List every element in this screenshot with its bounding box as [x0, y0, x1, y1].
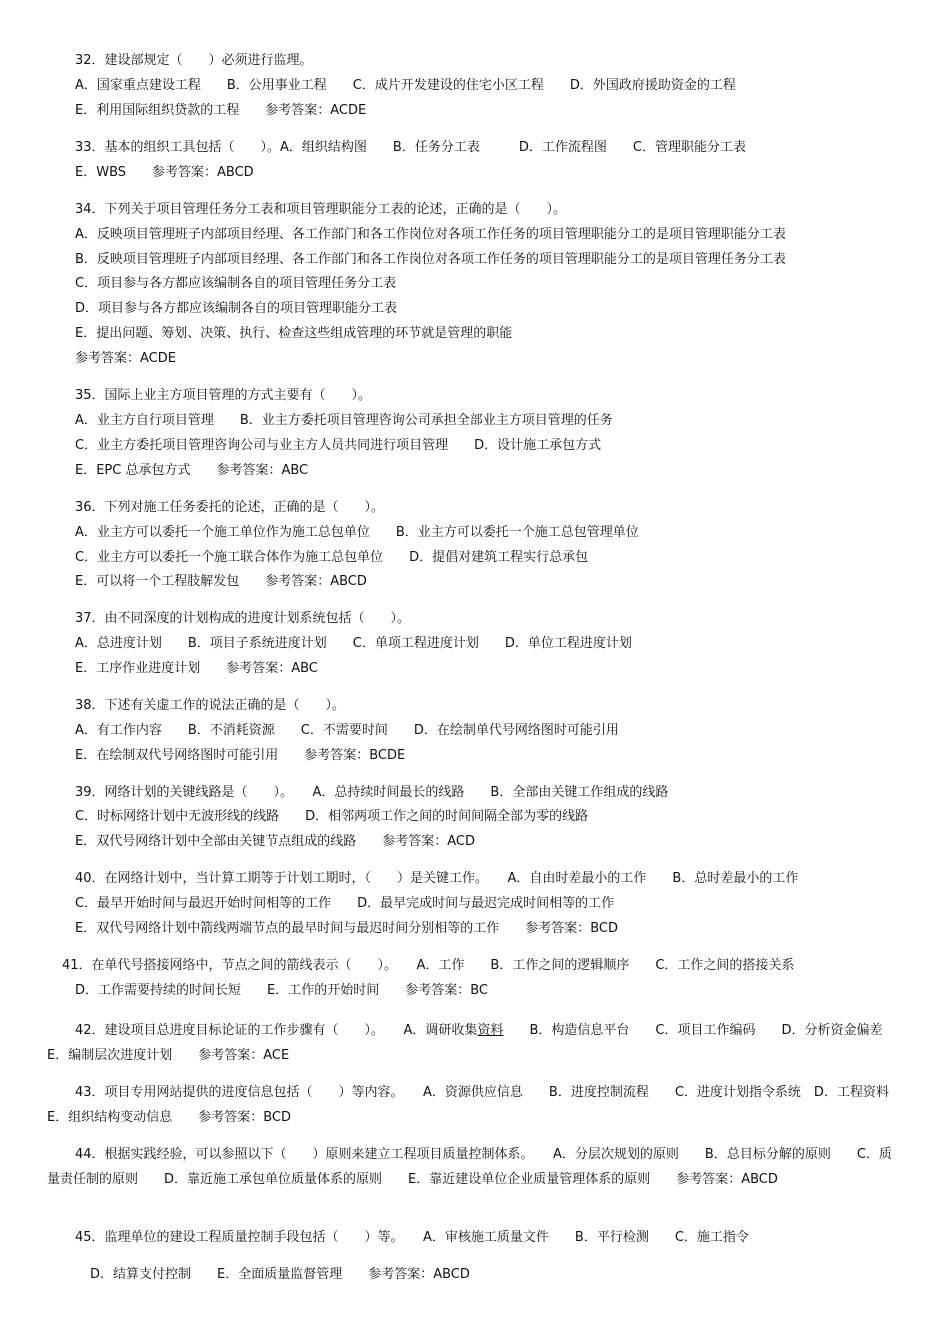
question-34-answer: 参考答案：ACDE: [75, 351, 176, 366]
question-40-options-cd: C．最早开始时间与最迟开始时间相等的工作 D．最早完成时间与最迟完成时间相等的工作: [75, 896, 615, 911]
question-41-answer: D．工作需要持续的时间长短 E．工作的开始时间 参考答案：BC: [75, 983, 488, 998]
question-35-options-ab: A．业主方自行项目管理 B．业主方委托项目管理咨询公司承担全部业主方项目管理的任务: [75, 413, 613, 428]
question-33: 33．基本的组织工具包括（ ）。A．组织结构图 B．任务分工表 D．工作流程图 C．管理职能分工表: [75, 140, 746, 155]
question-35: 35．国际上业主方项目管理的方式主要有（ ）。: [75, 388, 372, 403]
question-32-options: A．国家重点建设工程 B．公用事业工程 C．成片开发建设的住宅小区工程 D．外国政府援助资金的工程: [75, 78, 736, 93]
question-45: 45．监理单位的建设工程质量控制手段包括（ ）等。 A．审核施工质量文件 B．平行检测 C．施工指令: [75, 1230, 749, 1245]
question-37-options: A．总进度计划 B．项目子系统进度计划 C．单项工程进度计划 D．单位工程进度计划: [75, 636, 632, 651]
question-37-answer: E．工序作业进度计划 参考答案：ABC: [75, 661, 318, 676]
question-42: [47, 1018, 909, 1063]
question-42-link-word: 资料: [477, 1023, 504, 1038]
question-39-answer: E．双代号网络计划中全部由关键节点组成的线路 参考答案：ACD: [75, 834, 475, 849]
question-40: 40．在网络计划中，当计算工期等于计划工期时，（ ）是关键工作。 A．自由时差最小的工作 B．总时差最小的工作: [75, 871, 799, 886]
question-38-options: A．有工作内容 B．不消耗资源 C．不需要时间 D．在绘制单代号网络图时可能引用: [75, 723, 619, 738]
question-38: 38．下述有关虚工作的说法正确的是（ ）。: [75, 698, 346, 713]
question-42-text: 42．建设项目总进度目标论证的工作步骤有（ ）。 A．调研收集: [75, 1023, 478, 1038]
question-40-answer: E．双代号网络计划中箭线两端节点的最早时间与最迟时间分别相等的工作 参考答案：BCD: [75, 921, 618, 936]
question-32: 32．建设部规定（ ）必须进行监理。: [75, 53, 313, 68]
question-36: 36．下列对施工任务委托的论述，正确的是（ ）。: [75, 500, 385, 515]
question-42-rest: B．构造信息平台 C．项目工作编码 D．分析资金偏差 E．编制层次进度计划 参考答案：ACE: [47, 1023, 909, 1063]
question-34-option-a: A．反映项目管理班子内部项目经理、各工作部门和各工作岗位对各项工作任务的项目管理职能分工的是项目管理职能分工表: [75, 227, 786, 242]
question-36-answer: E．可以将一个工程肢解发包 参考答案：ABCD: [75, 574, 367, 589]
question-44: 44．根据实践经验，可以参照以下（ ）原则来建立工程项目质量控制体系。 A．分层次规划的原则 B．总目标分解的原则 C．质量责任制的原则 D．靠近施工承包单位质量体系的原则 E．靠近建设单位企业质量管理体系的原则 参考答案：ABCD: [47, 1147, 892, 1187]
question-34-option-b: B．反映项目管理班子内部项目经理、各工作部门和各工作岗位对各项工作任务的项目管理职能分工的是项目管理任务分工表: [75, 252, 786, 267]
question-33-answer: E．WBS 参考答案：ABCD: [75, 165, 254, 180]
question-37: 37．由不同深度的计划构成的进度计划系统包括（ ）。: [75, 611, 411, 626]
question-38-answer: E．在绘制双代号网络图时可能引用 参考答案：BCDE: [75, 748, 406, 763]
question-41: 41．在单代号搭接网络中，节点之间的箭线表示（ ）。 A．工作 B．工作之间的逻辑顺序 C．工作之间的搭接关系: [62, 958, 795, 973]
question-36-options-ab: A．业主方可以委托一个施工单位作为施工总包单位 B．业主方可以委托一个施工总包管理单位: [75, 525, 639, 540]
question-32-answer: E．利用国际组织贷款的工程 参考答案：ACDE: [75, 103, 367, 118]
question-39: 39．网络计划的关键线路是（ ）。 A．总持续时间最长的线路 B．全部由关键工作组成的线路: [75, 785, 669, 800]
question-34-option-d: D．项目参与各方都应该编制各自的项目管理职能分工表: [75, 301, 398, 316]
question-34: 34．下列关于项目管理任务分工表和项目管理职能分工表的论述，正确的是（ ）。: [75, 202, 567, 217]
question-34-option-e: E．提出问题、筹划、决策、执行、检查这些组成管理的环节就是管理的职能: [75, 326, 513, 341]
question-35-answer: E．EPC 总承包方式 参考答案：ABC: [75, 463, 309, 478]
question-36-options-cd: C．业主方可以委托一个施工联合体作为施工总包单位 D．提倡对建筑工程实行总承包: [75, 550, 589, 565]
question-39-options-cd: C．时标网络计划中无波形线的线路 D．相邻两项工作之间的时间间隔全部为零的线路: [75, 809, 589, 824]
question-34-option-c: C．项目参与各方都应该编制各自的项目管理任务分工表: [75, 276, 397, 291]
question-35-options-cd: C．业主方委托项目管理咨询公司与业主方人员共同进行项目管理 D．设计施工承包方式: [75, 438, 602, 453]
question-43: 43．项目专用网站提供的进度信息包括（ ）等内容。 A．资源供应信息 B．进度控制流程 C．进度计划指令系统 D．工程资料 E．组织结构变动信息 参考答案：BCD: [47, 1085, 915, 1125]
question-45-answer: D．结算支付控制 E．全面质量监督管理 参考答案：ABCD: [90, 1267, 470, 1282]
